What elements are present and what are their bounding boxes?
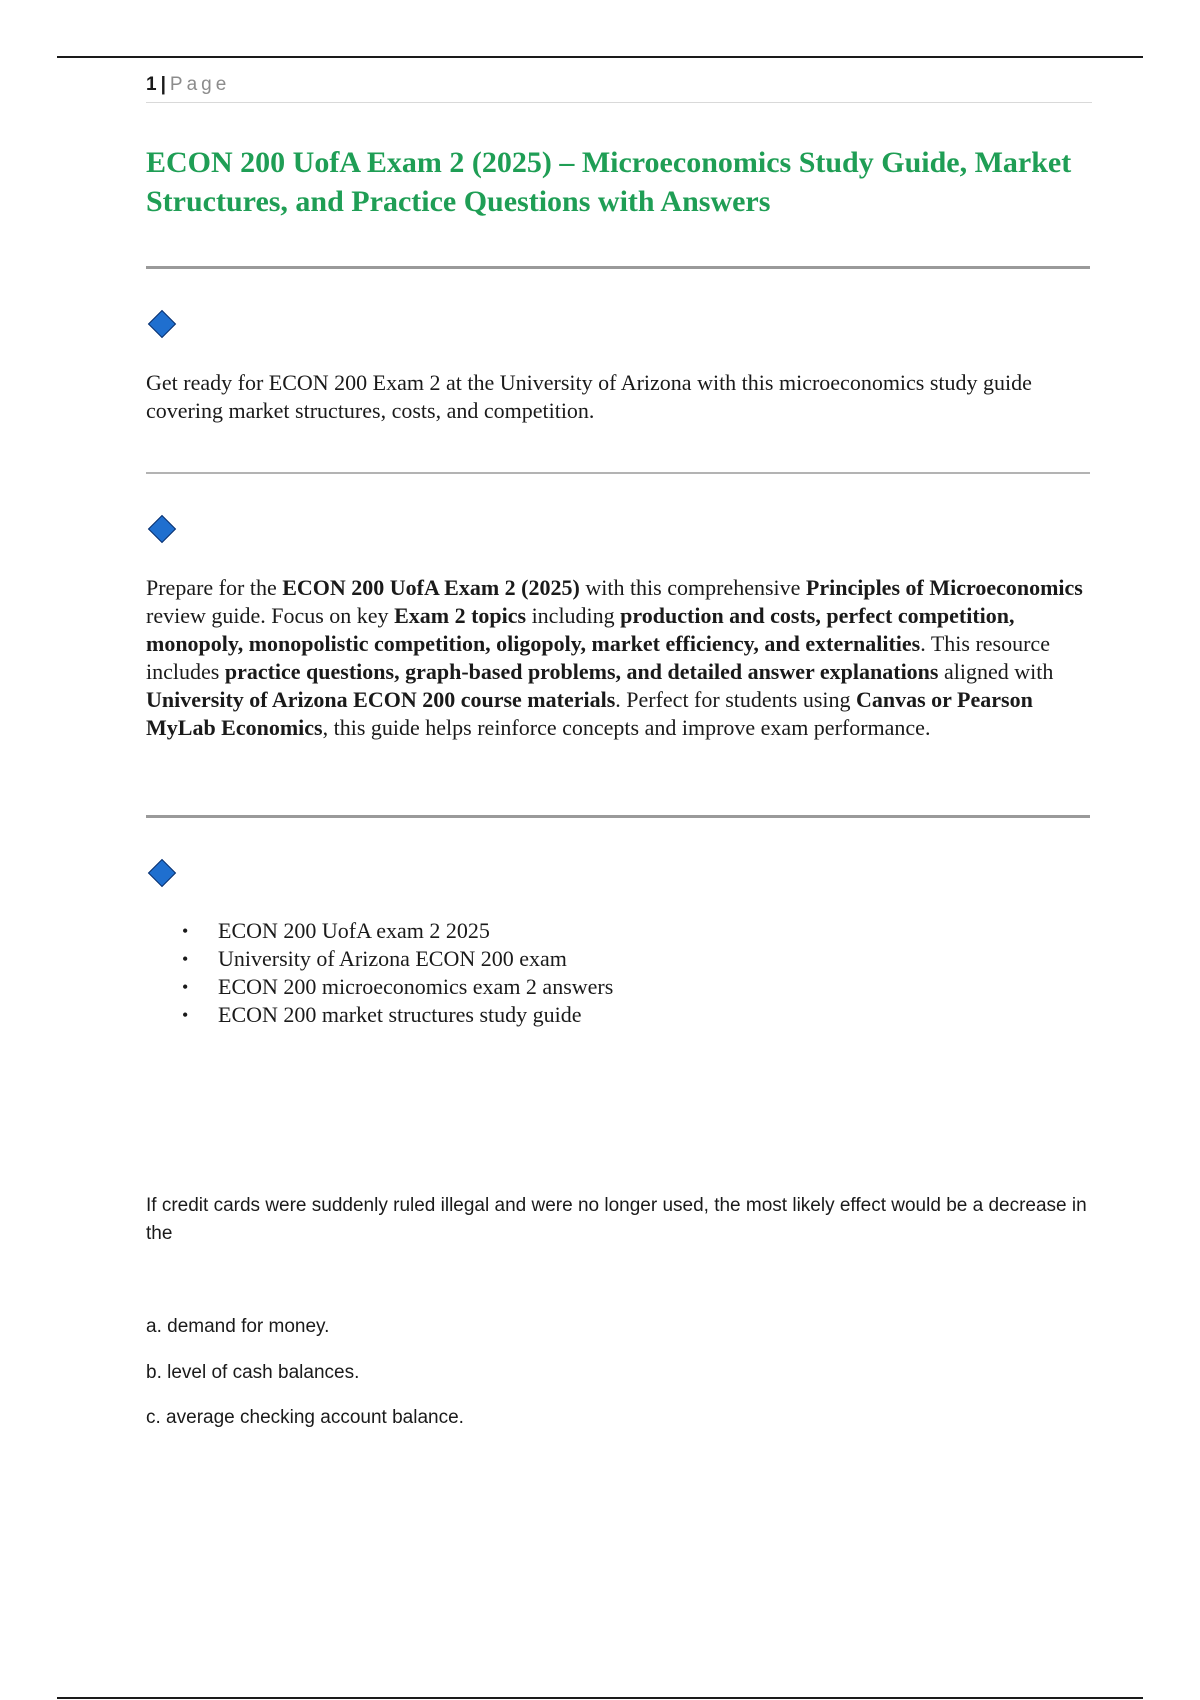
list-item: • ECON 200 market structures study guide: [146, 1001, 1046, 1029]
section-divider: [146, 815, 1090, 818]
page-separator: |: [160, 74, 166, 95]
answer-option-a: a. demand for money.: [146, 1316, 330, 1337]
diamond-bullet-icon: [148, 310, 176, 338]
section-divider: [146, 472, 1090, 474]
diamond-bullet-icon: [148, 859, 176, 887]
answer-option-c: c. average checking account balance.: [146, 1407, 464, 1428]
list-item: • ECON 200 microeconomics exam 2 answers: [146, 973, 1046, 1001]
page-number: 1: [146, 74, 157, 95]
section-divider: [146, 266, 1090, 269]
document-title: ECON 200 UofA Exam 2 (2025) – Microeconomics Study Guide, Market Structures, and Practice Questions with Answers: [146, 146, 1072, 218]
diamond-bullet-icon: [148, 515, 176, 543]
answer-option-b: b. level of cash balances.: [146, 1362, 360, 1383]
page-label: Page: [169, 74, 231, 95]
intro-paragraph: Get ready for ECON 200 Exam 2 at the University of Arizona with this microeconomics study guide covering market structures, costs, and competition.: [146, 370, 1032, 423]
list-item: • University of Arizona ECON 200 exam: [146, 945, 1046, 973]
page-bottom-rule: [57, 1697, 1143, 1699]
keyword-list: [146, 917, 1046, 1029]
question-stem: If credit cards were suddenly ruled illegal and were no longer used, the most likely effect would be a decrease in the: [146, 1195, 1087, 1244]
list-item: • ECON 200 UofA exam 2 2025: [146, 917, 1046, 945]
page-top-rule: [57, 56, 1143, 58]
page-header: [146, 74, 1092, 103]
description-paragraph: Prepare for the ECON 200 UofA Exam 2 (2025) with this comprehensive Principles of Microeconomics review guide. Focus on key Exam 2 topics including production and costs, perfect competition, monopoly, monopolistic competition, oligopoly, market efficiency, and externalities. This resource includes practice questions, graph-based problems, and detailed answer explanations aligned with University of Arizona ECON 200 course materials. Perfect for students using Canvas or Pearson MyLab Economics, this guide helps reinforce concepts and improve exam performance.: [146, 575, 1083, 740]
